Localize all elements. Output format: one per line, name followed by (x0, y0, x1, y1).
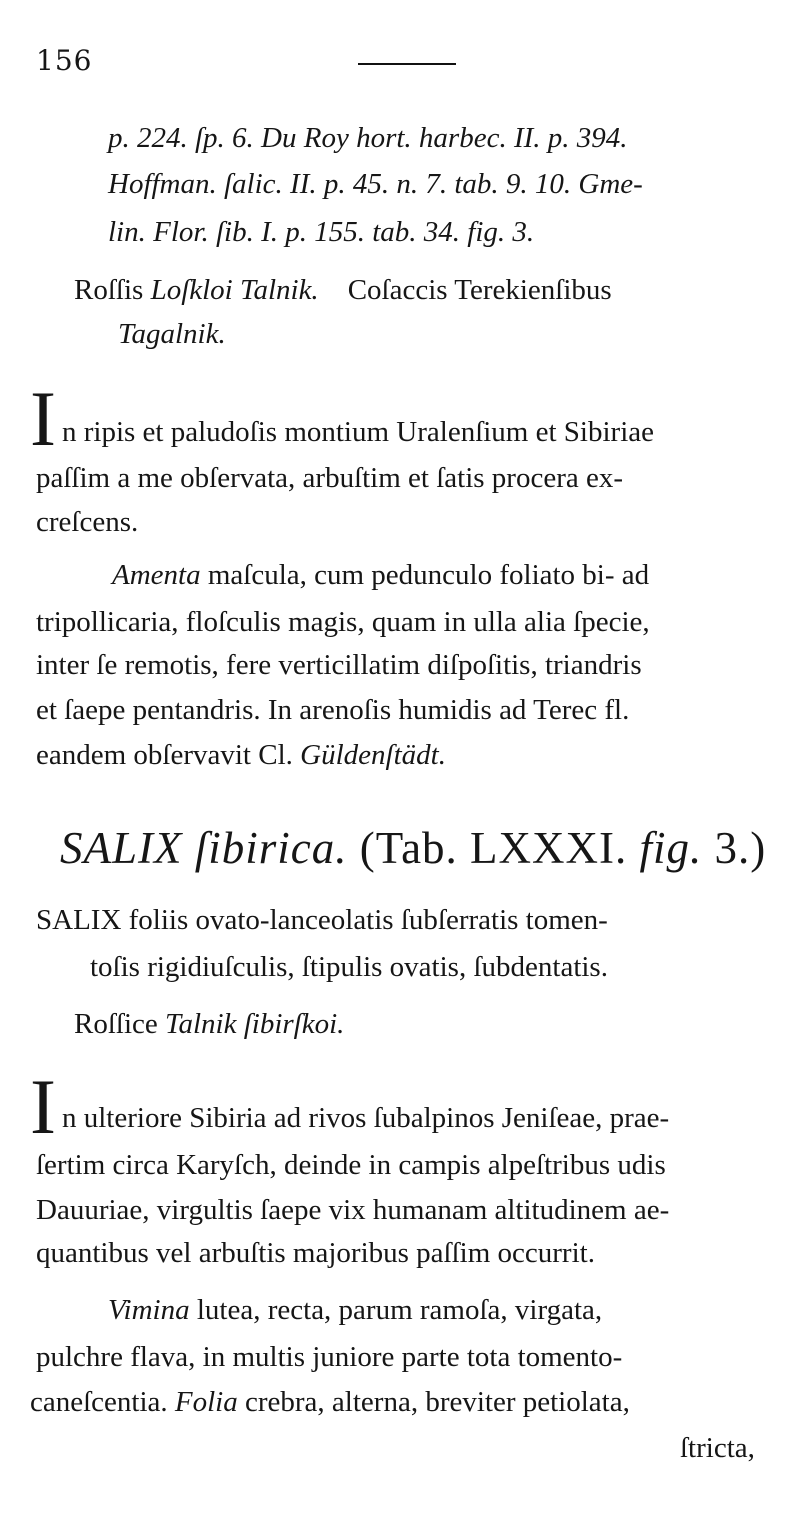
catchword: ſtricta, (680, 1432, 755, 1464)
vernacular-names (74, 270, 612, 310)
rossice-label: Roſſice (74, 1008, 158, 1040)
para3-line: Dauuriae, virgultis ſaepe vix humanam altitudinem ae- (36, 1194, 670, 1226)
cossack-name: Tagalnik. (118, 318, 226, 350)
citation-line: Hoffman. ſalic. II. p. 45. n. 7. tab. 9. 10. Gme- (108, 168, 643, 200)
para4-text: caneſcentia. (30, 1386, 175, 1418)
para4-text: crebra, alterna, breviter petiolata, (237, 1386, 630, 1418)
vimina-term: Vimina (108, 1294, 190, 1326)
para3-line: ſertim circa Karyſch, deinde in campis alpeſtribus udis (36, 1149, 666, 1181)
para4-text: lutea, recta, parum ramoſa, virgata, (189, 1294, 603, 1326)
para2-line (112, 555, 649, 595)
author-name: Güldenſtädt. (300, 739, 446, 771)
russian-name: Talnik ſibirſkoi. (165, 1008, 345, 1040)
drop-initial: I (30, 375, 56, 462)
rossis-label: Roſſis (74, 274, 144, 306)
para2-line (36, 735, 446, 775)
para2-line: tripollicaria, floſculis magis, quam in ulla alia ſpecie, (36, 606, 650, 638)
para3-line: n ulteriore Sibiria ad rivos ſubalpinos Jeniſeae, prae- (62, 1102, 670, 1134)
figure-number: 3.) (702, 823, 767, 873)
para4-line (30, 1382, 630, 1422)
plate-reference: (Tab. LXXXI. (347, 823, 640, 873)
para2-text: eandem obſervavit Cl. (36, 739, 301, 771)
drop-initial: I (30, 1063, 56, 1150)
para1-line: creſcens. (36, 506, 139, 538)
amenta-term: Amenta (112, 559, 201, 591)
russian-name: Loſkloi Talnik. (150, 274, 319, 306)
para2-line: et ſaepe pentandris. In arenoſis humidis ad Terec fl. (36, 694, 630, 726)
citation-line: p. 224. ſp. 6. Du Roy hort. harbec. II. p. 394. (108, 122, 628, 154)
cossack-label: Coſaccis Terekienſibus (347, 274, 612, 306)
diagnosis-line: toſis rigidiuſculis, ſtipulis ovatis, ſubdentatis. (90, 951, 608, 983)
header-rule (358, 63, 456, 65)
para2-line: inter ſe remotis, fere verticillatim diſpoſitis, triandris (36, 649, 642, 681)
species-heading (60, 820, 766, 876)
para1-line: paſſim a me obſervata, arbuſtim et ſatis procera ex- (36, 462, 624, 494)
para2-text: maſcula, cum pedunculo foliato bi- ad (200, 559, 650, 591)
russian-name-line (74, 1004, 344, 1044)
para4-line: pulchre flava, in multis juniore parte tota tomento- (36, 1341, 623, 1373)
genus-name: SALIX (60, 823, 183, 873)
citation-line: lin. Flor. ſib. I. p. 155. tab. 34. fig. 3. (108, 216, 535, 248)
para3-line: quantibus vel arbuſtis majoribus paſſim occurrit. (36, 1237, 595, 1269)
figure-label: fig. (639, 823, 703, 873)
para4-line (108, 1290, 602, 1330)
para1-line: n ripis et paludoſis montium Uralenſium et Sibiriae (62, 416, 654, 448)
species-name: ſibirica. (182, 823, 348, 873)
diagnosis-line: SALIX foliis ovato-lanceolatis ſubſerratis tomen- (36, 904, 608, 936)
folia-term: Folia (174, 1386, 238, 1418)
page-number: 156 (36, 44, 93, 77)
